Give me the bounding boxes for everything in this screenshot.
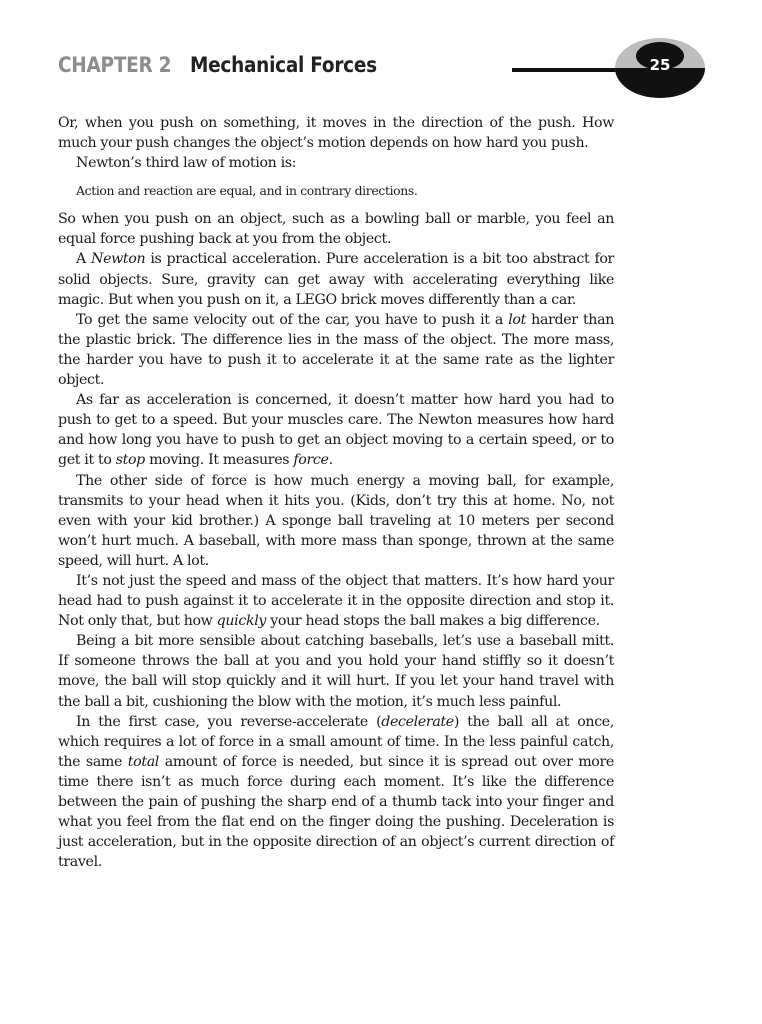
paragraph: As far as acceleration is concerned, it doesn’t matter how hard you had to push to get to a speed. But your muscles care. The Newton measures how hard and how long you have to push to get an object moving to a certain speed, or to get it to stop moving. It measures force. — [58, 392, 614, 469]
page-number: 25 — [649, 56, 671, 74]
emphasis: lot — [508, 311, 526, 328]
paragraph: To get the same velocity out of the car, you have to push it a lot harder than the plastic brick. The difference lies in the mass of the object. The more mass, the harder you have to push it to accelerate it at the same rate as the lighter object. — [58, 311, 614, 389]
paragraph: Or, when you push on something, it moves in the direction of the push. How much your push changes the object’s motion depends on how hard you push. — [58, 115, 614, 152]
paragraph: So when you push on an object, such as a bowling ball or marble, you feel an equal force pushing back at you from the object. — [58, 211, 614, 248]
chapter-title: Mechanical Forces — [190, 53, 377, 77]
body-text — [58, 113, 614, 872]
emphasis: quickly — [216, 613, 267, 630]
paragraph: The other side of force is how much energy a moving ball, for example, transmits to your head when it hits you. (Kids, don’t try this at home. No, not even with your kid brother.) A sponge ball traveling at 10 meters per second won’t hurt much. A baseball, with more mass than sponge, thrown at the same speed, will hurt. A lot. — [58, 472, 614, 569]
emphasis: total — [127, 753, 159, 770]
paragraph: Newton’s third law of motion is: — [76, 155, 297, 172]
paragraph: Being a bit more sensible about catching baseballs, let’s use a baseball mitt. If someone throws the ball at you and you hold your hand stiffly so it doesn’t move, the ball will stop quickly and it will hurt. If you let your hand travel with the ball a bit, cushioning the blow with the motion, it’s much less painful. — [58, 633, 614, 710]
emphasis: force — [293, 452, 329, 469]
emphasis: Newton — [91, 251, 146, 268]
block-quote: Action and reaction are equal, and in contrary directions. — [76, 183, 418, 199]
chapter-label: CHAPTER 2 — [58, 53, 172, 77]
running-header — [58, 50, 718, 90]
paragraph: It’s not just the speed and mass of the object that matters. It’s how hard your head had to push against it to accelerate it in the opposite direction and stop it. Not only that, but how quickly your head stops the ball makes a big difference. — [58, 572, 614, 630]
paragraph: In the first case, you reverse-accelerate (decelerate) the ball all at once, which requires a lot of force in a small amount of time. In the less painful catch, the same total amount of force is needed, but since it is spread out over more time there isn’t as much force during each moment. It’s like the difference between the pain of pushing the sharp end of a thumb tack into your finger and what you feel from the flat end on the finger doing the pushing. Deceleration is just acceleration, but in the opposite direction of an object’s current direction of travel. — [58, 713, 615, 871]
paragraph: A Newton is practical acceleration. Pure acceleration is a bit too abstract for solid objects. Sure, gravity can get away with accelerating everything like magic. But when you push on it, a LEGO brick moves differently than a car. — [58, 251, 614, 308]
emphasis: decelerate — [381, 713, 454, 730]
emphasis: stop — [115, 452, 145, 469]
